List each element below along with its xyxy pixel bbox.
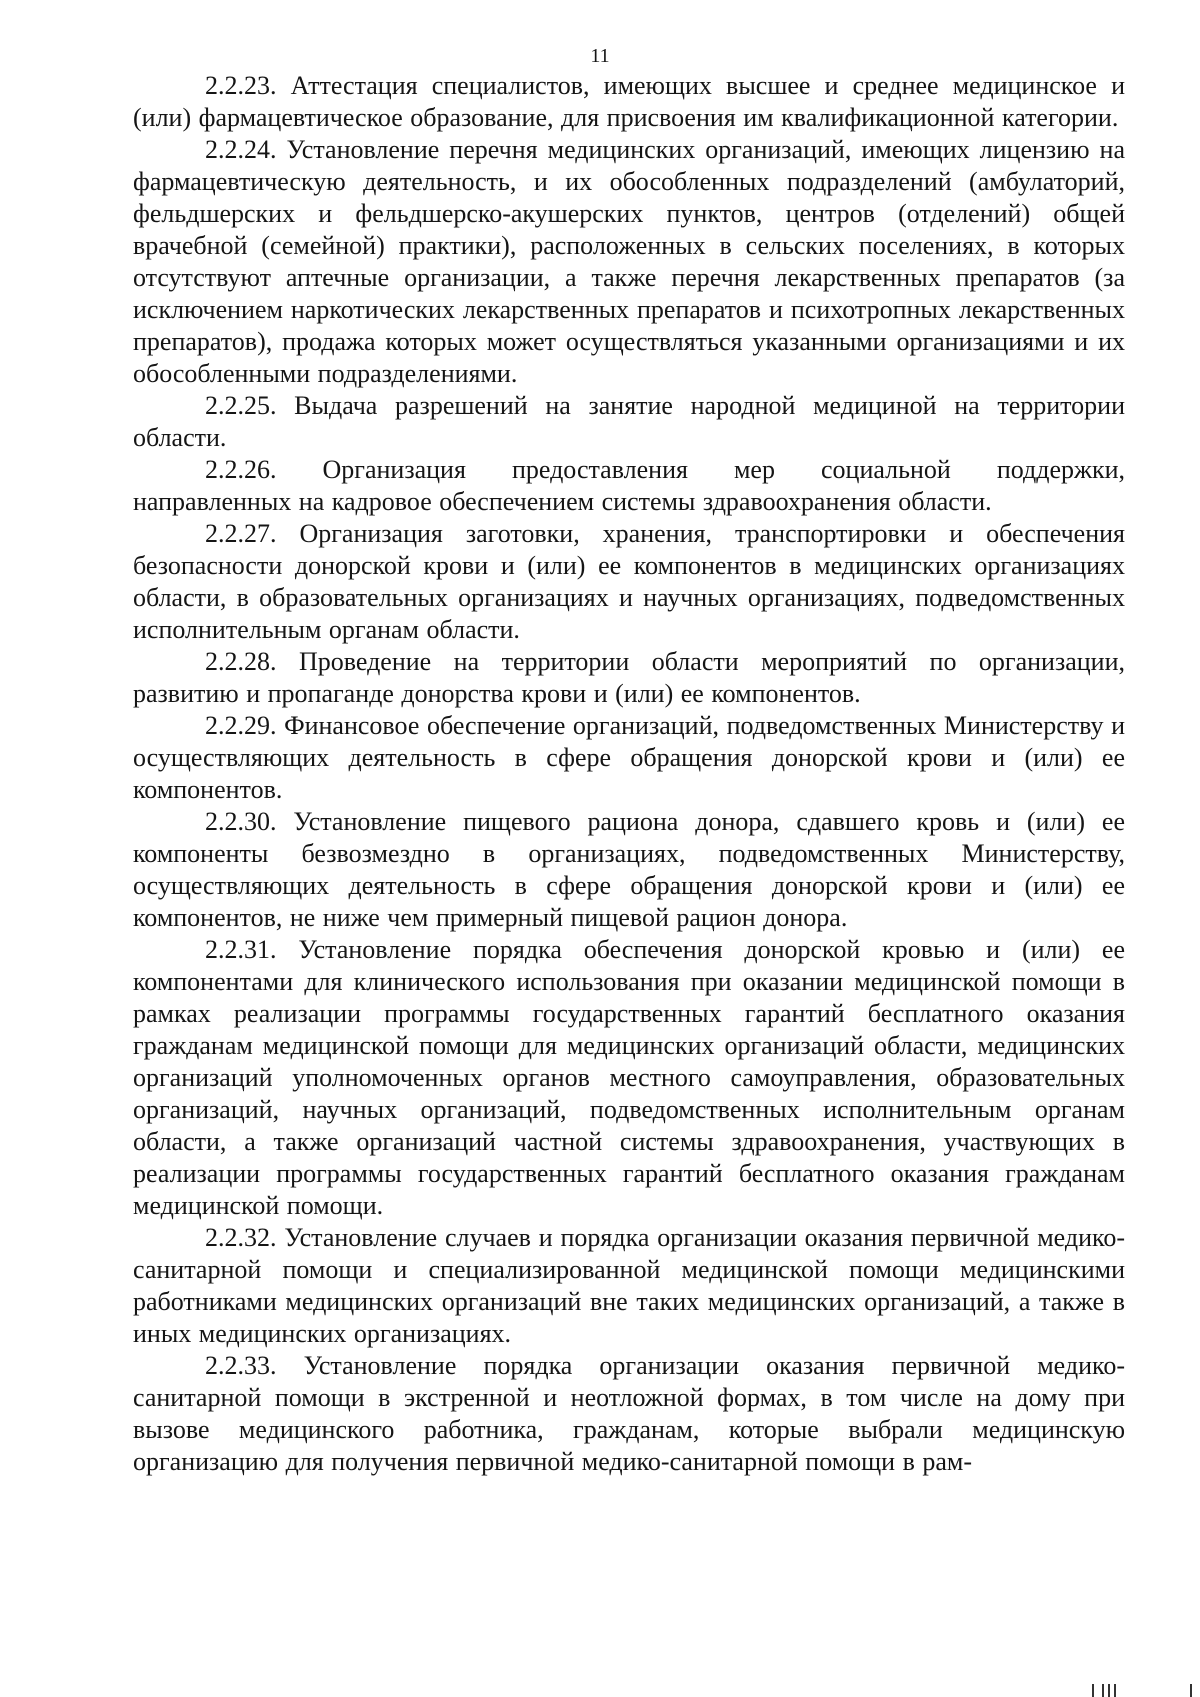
paragraph-2-2-32: 2.2.32. Установление случаев и порядка организации оказания первичной медико-санитарной помощи и специализированной медицинской помощи медицинскими работниками медицинских организаций вне таких медицинских организаций, а также в иных медицинских организациях. (133, 1223, 1125, 1348)
paragraph-2-2-29: 2.2.29. Финансовое обеспечение организаций, подведомственных Министерству и осуществляющих деятельность в сфере обращения донорской крови и (или) ее компонентов. (133, 711, 1125, 804)
paragraph-2-2-26-continuation: направленных на кадровое обеспечением системы здравоохранения области. (133, 487, 992, 516)
paragraph-2-2-25: 2.2.25. Выдача разрешений на занятие народной медициной на территории области. (133, 391, 1125, 452)
paragraph-2-2-27: 2.2.27. Организация заготовки, хранения, транспортировки и обеспечения безопасности донорской крови и (или) ее компонентов в медицинских организациях области, в образовательных организациях и научных организациях, подведомственных исполнительным органам области. (133, 519, 1125, 644)
page-number: 11 (590, 45, 610, 67)
paragraph-2-2-30: 2.2.30. Установление пищевого рациона донора, сдавшего кровь и (или) ее компоненты безвозмездно в организациях, подведомственных Министерству, осуществляющих деятельность в сфере обращения донорской крови и (или) ее компонентов, не ниже чем примерный пищевой рацион донора. (133, 807, 1125, 932)
paragraph-2-2-33: 2.2.33. Установление порядка организации оказания первичной медико-санитарной помощи в экстренной и неотложной формах, в том числе на дому при вызове медицинского работника, гражданам, которые выбрали медицинскую организацию для получения первичной медико-санитарной помощи в рам- (133, 1351, 1125, 1476)
paragraph-2-2-31: 2.2.31. Установление порядка обеспечения донорской кровью и (или) ее компонентами для клинического использования при оказании медицинской помощи в рамках реализации программы государственных гарантий бесплатного оказания гражданам медицинской помощи для медицинских организаций области, медицинских организаций уполномоченных органов местного самоуправления, образовательных организаций, научных организаций, подведомственных исполнительным органам области, а также организаций частной системы здравоохранения, участвующих в реализации программы государственных гарантий бесплатного оказания гражданам медицинской помощи. (133, 935, 1125, 1220)
scan-edge-marks (1090, 1684, 1200, 1697)
paragraph-2-2-24: 2.2.24. Установление перечня медицинских организаций, имеющих лицензию на фармацевтическую деятельность, и их обособленных подразделений (амбулаторий, фельдшерских и фельдшерско-акушерских пунктов, центров (отделений) общей врачебной (семейной) практики), расположенных в сельских поселениях, в которых отсутствуют аптечные организации, а также перечня лекарственных препаратов (за исключением наркотических лекарственных препаратов и психотропных лекарственных препаратов), продажа которых может осуществляться указанными организациями и их обособленными подразделениями. (133, 135, 1125, 388)
paragraph-2-2-28: 2.2.28. Проведение на территории области мероприятий по организации, развитию и пропаганде донорства крови и (или) ее компонентов. (133, 647, 1125, 708)
document-body (133, 70, 1125, 1478)
paragraph-2-2-23: 2.2.23. Аттестация специалистов, имеющих высшее и среднее медицинское и (или) фармацевтическое образование, для присвоения им квалификационной категории. (133, 71, 1125, 132)
paragraph-2-2-26-first-line: 2.2.26. Организация предоставления мер социальной поддержки, (205, 455, 1125, 484)
